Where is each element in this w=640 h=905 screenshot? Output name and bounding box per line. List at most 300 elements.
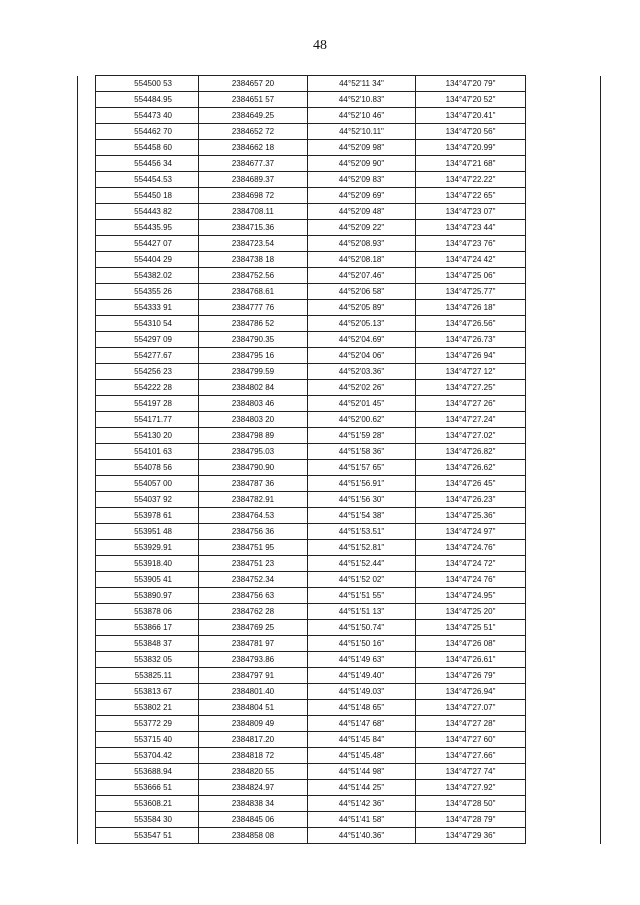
row-left-margin-cell — [78, 492, 96, 508]
x-coordinate-cell: 554462 70 — [96, 124, 199, 140]
longitude-cell: 134°47'25 51" — [416, 620, 526, 636]
x-coordinate-cell: 553547 51 — [96, 828, 199, 844]
x-coordinate-cell: 553813 67 — [96, 684, 199, 700]
table-row — [78, 748, 601, 764]
page-number: 48 — [313, 38, 327, 53]
row-right-margin-cell — [526, 108, 601, 124]
x-coordinate-cell: 554473 40 — [96, 108, 199, 124]
table-row — [78, 76, 601, 92]
row-left-margin-cell — [78, 76, 96, 92]
x-coordinate-cell: 554101 63 — [96, 444, 199, 460]
x-coordinate-cell: 554171.77 — [96, 412, 199, 428]
y-coordinate-cell: 2384752.56 — [199, 268, 308, 284]
table-row — [78, 444, 601, 460]
longitude-cell: 134°47'26.56" — [416, 316, 526, 332]
table-row — [78, 300, 601, 316]
y-coordinate-cell: 2384781 97 — [199, 636, 308, 652]
y-coordinate-cell: 2384764.53 — [199, 508, 308, 524]
latitude-cell: 44°51'45.48" — [308, 748, 416, 764]
latitude-cell: 44°51'56 30" — [308, 492, 416, 508]
x-coordinate-cell: 553704.42 — [96, 748, 199, 764]
x-coordinate-cell: 554484.95 — [96, 92, 199, 108]
coordinates-table — [77, 75, 601, 844]
coordinates-table-body — [78, 76, 601, 844]
row-right-margin-cell — [526, 316, 601, 332]
latitude-cell: 44°52'10 46" — [308, 108, 416, 124]
y-coordinate-cell: 2384768.61 — [199, 284, 308, 300]
latitude-cell: 44°51'57 65" — [308, 460, 416, 476]
y-coordinate-cell: 2384793.86 — [199, 652, 308, 668]
row-left-margin-cell — [78, 156, 96, 172]
latitude-cell: 44°52'11 34" — [308, 76, 416, 92]
longitude-cell: 134°47'27 26" — [416, 396, 526, 412]
x-coordinate-cell: 553772 29 — [96, 716, 199, 732]
x-coordinate-cell: 553866 17 — [96, 620, 199, 636]
y-coordinate-cell: 2384756 63 — [199, 588, 308, 604]
table-row — [78, 812, 601, 828]
row-right-margin-cell — [526, 492, 601, 508]
longitude-cell: 134°47'27.66" — [416, 748, 526, 764]
longitude-cell: 134°47'27.25" — [416, 380, 526, 396]
table-row — [78, 268, 601, 284]
row-right-margin-cell — [526, 540, 601, 556]
latitude-cell: 44°52'03.36" — [308, 364, 416, 380]
row-left-margin-cell — [78, 668, 96, 684]
latitude-cell: 44°51'51 55" — [308, 588, 416, 604]
longitude-cell: 134°47'26.94" — [416, 684, 526, 700]
longitude-cell: 134°47'25.77" — [416, 284, 526, 300]
row-left-margin-cell — [78, 524, 96, 540]
y-coordinate-cell: 2384802 84 — [199, 380, 308, 396]
x-coordinate-cell: 554333 91 — [96, 300, 199, 316]
longitude-cell: 134°47'27 60" — [416, 732, 526, 748]
x-coordinate-cell: 554355 26 — [96, 284, 199, 300]
longitude-cell: 134°47'24.95" — [416, 588, 526, 604]
row-left-margin-cell — [78, 828, 96, 844]
latitude-cell: 44°51'40.36" — [308, 828, 416, 844]
table-row — [78, 316, 601, 332]
x-coordinate-cell: 553848 37 — [96, 636, 199, 652]
table-row — [78, 668, 601, 684]
row-left-margin-cell — [78, 540, 96, 556]
table-row — [78, 780, 601, 796]
row-left-margin-cell — [78, 108, 96, 124]
row-right-margin-cell — [526, 220, 601, 236]
table-row — [78, 588, 601, 604]
y-coordinate-cell: 2384708.11 — [199, 204, 308, 220]
y-coordinate-cell: 2384769 25 — [199, 620, 308, 636]
y-coordinate-cell: 2384818 72 — [199, 748, 308, 764]
y-coordinate-cell: 2384752.34 — [199, 572, 308, 588]
y-coordinate-cell: 2384790.90 — [199, 460, 308, 476]
row-right-margin-cell — [526, 620, 601, 636]
x-coordinate-cell: 553802 21 — [96, 700, 199, 716]
x-coordinate-cell: 554197 28 — [96, 396, 199, 412]
row-left-margin-cell — [78, 300, 96, 316]
row-right-margin-cell — [526, 780, 601, 796]
y-coordinate-cell: 2384698 72 — [199, 188, 308, 204]
x-coordinate-cell: 554435.95 — [96, 220, 199, 236]
row-left-margin-cell — [78, 684, 96, 700]
latitude-cell: 44°51'58 36" — [308, 444, 416, 460]
latitude-cell: 44°52'08.18" — [308, 252, 416, 268]
x-coordinate-cell: 554500 53 — [96, 76, 199, 92]
y-coordinate-cell: 2384651 57 — [199, 92, 308, 108]
longitude-cell: 134°47'27.92" — [416, 780, 526, 796]
y-coordinate-cell: 2384799.59 — [199, 364, 308, 380]
latitude-cell: 44°51'48 65" — [308, 700, 416, 716]
longitude-cell: 134°47'24 72" — [416, 556, 526, 572]
latitude-cell: 44°52'07.46" — [308, 268, 416, 284]
x-coordinate-cell: 553584 30 — [96, 812, 199, 828]
row-right-margin-cell — [526, 460, 601, 476]
x-coordinate-cell: 554456 34 — [96, 156, 199, 172]
table-row — [78, 604, 601, 620]
table-row — [78, 252, 601, 268]
latitude-cell: 44°51'49.03" — [308, 684, 416, 700]
longitude-cell: 134°47'24 76" — [416, 572, 526, 588]
y-coordinate-cell: 2384715.36 — [199, 220, 308, 236]
x-coordinate-cell: 554277.67 — [96, 348, 199, 364]
row-left-margin-cell — [78, 284, 96, 300]
y-coordinate-cell: 2384798 89 — [199, 428, 308, 444]
longitude-cell: 134°47'27.02" — [416, 428, 526, 444]
y-coordinate-cell: 2384790.35 — [199, 332, 308, 348]
table-row — [78, 796, 601, 812]
x-coordinate-cell: 553608.21 — [96, 796, 199, 812]
row-right-margin-cell — [526, 604, 601, 620]
longitude-cell: 134°47'20.99" — [416, 140, 526, 156]
row-right-margin-cell — [526, 332, 601, 348]
row-right-margin-cell — [526, 268, 601, 284]
table-row — [78, 732, 601, 748]
table-row — [78, 716, 601, 732]
row-left-margin-cell — [78, 204, 96, 220]
table-row — [78, 204, 601, 220]
table-row — [78, 508, 601, 524]
longitude-cell: 134°47'24.76" — [416, 540, 526, 556]
longitude-cell: 134°47'26.73" — [416, 332, 526, 348]
row-right-margin-cell — [526, 444, 601, 460]
longitude-cell: 134°47'24 42" — [416, 252, 526, 268]
latitude-cell: 44°51'54 38" — [308, 508, 416, 524]
row-left-margin-cell — [78, 268, 96, 284]
table-row — [78, 428, 601, 444]
row-left-margin-cell — [78, 252, 96, 268]
x-coordinate-cell: 553832 05 — [96, 652, 199, 668]
table-row — [78, 124, 601, 140]
x-coordinate-cell: 554443 82 — [96, 204, 199, 220]
row-left-margin-cell — [78, 316, 96, 332]
row-left-margin-cell — [78, 476, 96, 492]
y-coordinate-cell: 2384751 95 — [199, 540, 308, 556]
latitude-cell: 44°51'50.74" — [308, 620, 416, 636]
latitude-cell: 44°52'04 06" — [308, 348, 416, 364]
y-coordinate-cell: 2384803 46 — [199, 396, 308, 412]
latitude-cell: 44°52'09 22" — [308, 220, 416, 236]
row-right-margin-cell — [526, 380, 601, 396]
row-left-margin-cell — [78, 140, 96, 156]
x-coordinate-cell: 553890.97 — [96, 588, 199, 604]
latitude-cell: 44°52'10.83" — [308, 92, 416, 108]
latitude-cell: 44°51'53.51" — [308, 524, 416, 540]
row-left-margin-cell — [78, 348, 96, 364]
x-coordinate-cell: 554057 00 — [96, 476, 199, 492]
row-right-margin-cell — [526, 652, 601, 668]
row-left-margin-cell — [78, 780, 96, 796]
row-left-margin-cell — [78, 652, 96, 668]
row-right-margin-cell — [526, 572, 601, 588]
y-coordinate-cell: 2384803 20 — [199, 412, 308, 428]
longitude-cell: 134°47'22.22" — [416, 172, 526, 188]
x-coordinate-cell: 554078 56 — [96, 460, 199, 476]
row-left-margin-cell — [78, 412, 96, 428]
latitude-cell: 44°52'05.13" — [308, 316, 416, 332]
row-left-margin-cell — [78, 636, 96, 652]
table-row — [78, 700, 601, 716]
y-coordinate-cell: 2384804 51 — [199, 700, 308, 716]
longitude-cell: 134°47'23 76" — [416, 236, 526, 252]
longitude-cell: 134°47'27.07" — [416, 700, 526, 716]
y-coordinate-cell: 2384756 36 — [199, 524, 308, 540]
y-coordinate-cell: 2384649.25 — [199, 108, 308, 124]
row-left-margin-cell — [78, 332, 96, 348]
row-right-margin-cell — [526, 124, 601, 140]
row-right-margin-cell — [526, 748, 601, 764]
longitude-cell: 134°47'24 97" — [416, 524, 526, 540]
row-left-margin-cell — [78, 508, 96, 524]
x-coordinate-cell: 553666 51 — [96, 780, 199, 796]
y-coordinate-cell: 2384738 18 — [199, 252, 308, 268]
latitude-cell: 44°51'49 63" — [308, 652, 416, 668]
longitude-cell: 134°47'25 06" — [416, 268, 526, 284]
y-coordinate-cell: 2384689.37 — [199, 172, 308, 188]
longitude-cell: 134°47'20.41" — [416, 108, 526, 124]
y-coordinate-cell: 2384824.97 — [199, 780, 308, 796]
latitude-cell: 44°52'08.93" — [308, 236, 416, 252]
longitude-cell: 134°47'21 68" — [416, 156, 526, 172]
table-row — [78, 620, 601, 636]
row-right-margin-cell — [526, 668, 601, 684]
x-coordinate-cell: 553688.94 — [96, 764, 199, 780]
y-coordinate-cell: 2384787 36 — [199, 476, 308, 492]
y-coordinate-cell: 2384817.20 — [199, 732, 308, 748]
y-coordinate-cell: 2384795 16 — [199, 348, 308, 364]
row-left-margin-cell — [78, 172, 96, 188]
row-right-margin-cell — [526, 732, 601, 748]
row-right-margin-cell — [526, 172, 601, 188]
longitude-cell: 134°47'27 12" — [416, 364, 526, 380]
longitude-cell: 134°47'26.82" — [416, 444, 526, 460]
table-row — [78, 140, 601, 156]
table-row — [78, 156, 601, 172]
latitude-cell: 44°51'52.44" — [308, 556, 416, 572]
longitude-cell: 134°47'23 07" — [416, 204, 526, 220]
table-row — [78, 284, 601, 300]
longitude-cell: 134°47'26 08" — [416, 636, 526, 652]
row-right-margin-cell — [526, 828, 601, 844]
longitude-cell: 134°47'25.36" — [416, 508, 526, 524]
table-row — [78, 412, 601, 428]
y-coordinate-cell: 2384838 34 — [199, 796, 308, 812]
longitude-cell: 134°47'23 44" — [416, 220, 526, 236]
row-right-margin-cell — [526, 524, 601, 540]
longitude-cell: 134°47'28 50" — [416, 796, 526, 812]
row-right-margin-cell — [526, 204, 601, 220]
row-left-margin-cell — [78, 812, 96, 828]
row-right-margin-cell — [526, 556, 601, 572]
row-right-margin-cell — [526, 156, 601, 172]
row-right-margin-cell — [526, 348, 601, 364]
latitude-cell: 44°51'45 84" — [308, 732, 416, 748]
y-coordinate-cell: 2384723.54 — [199, 236, 308, 252]
x-coordinate-cell: 554130 20 — [96, 428, 199, 444]
table-row — [78, 492, 601, 508]
x-coordinate-cell: 554458 60 — [96, 140, 199, 156]
longitude-cell: 134°47'28 79" — [416, 812, 526, 828]
row-left-margin-cell — [78, 236, 96, 252]
latitude-cell: 44°51'42 36" — [308, 796, 416, 812]
row-left-margin-cell — [78, 460, 96, 476]
row-right-margin-cell — [526, 396, 601, 412]
row-left-margin-cell — [78, 428, 96, 444]
row-right-margin-cell — [526, 252, 601, 268]
table-row — [78, 524, 601, 540]
table-row — [78, 236, 601, 252]
y-coordinate-cell: 2384801.40 — [199, 684, 308, 700]
row-left-margin-cell — [78, 572, 96, 588]
longitude-cell: 134°47'26.61" — [416, 652, 526, 668]
row-right-margin-cell — [526, 364, 601, 380]
row-right-margin-cell — [526, 812, 601, 828]
row-right-margin-cell — [526, 412, 601, 428]
longitude-cell: 134°47'20 79" — [416, 76, 526, 92]
row-right-margin-cell — [526, 476, 601, 492]
longitude-cell: 134°47'27 74" — [416, 764, 526, 780]
row-left-margin-cell — [78, 796, 96, 812]
row-right-margin-cell — [526, 796, 601, 812]
x-coordinate-cell: 554037 92 — [96, 492, 199, 508]
row-right-margin-cell — [526, 428, 601, 444]
row-left-margin-cell — [78, 732, 96, 748]
y-coordinate-cell: 2384751 23 — [199, 556, 308, 572]
x-coordinate-cell: 553918.40 — [96, 556, 199, 572]
latitude-cell: 44°52'02 26" — [308, 380, 416, 396]
x-coordinate-cell: 554310 54 — [96, 316, 199, 332]
latitude-cell: 44°52'09 90" — [308, 156, 416, 172]
row-right-margin-cell — [526, 140, 601, 156]
latitude-cell: 44°52'00.62" — [308, 412, 416, 428]
row-right-margin-cell — [526, 76, 601, 92]
x-coordinate-cell: 554256 23 — [96, 364, 199, 380]
row-left-margin-cell — [78, 764, 96, 780]
table-row — [78, 172, 601, 188]
row-left-margin-cell — [78, 716, 96, 732]
latitude-cell: 44°51'49.40" — [308, 668, 416, 684]
x-coordinate-cell: 554450 18 — [96, 188, 199, 204]
longitude-cell: 134°47'26.62" — [416, 460, 526, 476]
x-coordinate-cell: 554222 28 — [96, 380, 199, 396]
table-row — [78, 380, 601, 396]
latitude-cell: 44°51'51 13" — [308, 604, 416, 620]
row-right-margin-cell — [526, 684, 601, 700]
row-left-margin-cell — [78, 588, 96, 604]
longitude-cell: 134°47'22 65" — [416, 188, 526, 204]
y-coordinate-cell: 2384652 72 — [199, 124, 308, 140]
x-coordinate-cell: 553878 06 — [96, 604, 199, 620]
x-coordinate-cell: 553978 61 — [96, 508, 199, 524]
latitude-cell: 44°51'52.81" — [308, 540, 416, 556]
y-coordinate-cell: 2384795.03 — [199, 444, 308, 460]
latitude-cell: 44°52'04.69" — [308, 332, 416, 348]
y-coordinate-cell: 2384657 20 — [199, 76, 308, 92]
latitude-cell: 44°52'06 58" — [308, 284, 416, 300]
longitude-cell: 134°47'26 94" — [416, 348, 526, 364]
y-coordinate-cell: 2384782.91 — [199, 492, 308, 508]
x-coordinate-cell: 554404 29 — [96, 252, 199, 268]
row-right-margin-cell — [526, 764, 601, 780]
y-coordinate-cell: 2384820 55 — [199, 764, 308, 780]
row-left-margin-cell — [78, 92, 96, 108]
longitude-cell: 134°47'27 28" — [416, 716, 526, 732]
y-coordinate-cell: 2384777 76 — [199, 300, 308, 316]
row-left-margin-cell — [78, 748, 96, 764]
longitude-cell: 134°47'26 18" — [416, 300, 526, 316]
row-right-margin-cell — [526, 284, 601, 300]
table-row — [78, 572, 601, 588]
table-row — [78, 348, 601, 364]
latitude-cell: 44°51'56.91" — [308, 476, 416, 492]
table-row — [78, 828, 601, 844]
row-right-margin-cell — [526, 300, 601, 316]
x-coordinate-cell: 554454.53 — [96, 172, 199, 188]
longitude-cell: 134°47'20 52" — [416, 92, 526, 108]
table-row — [78, 220, 601, 236]
longitude-cell: 134°47'20 56" — [416, 124, 526, 140]
table-row — [78, 556, 601, 572]
latitude-cell: 44°51'41 58" — [308, 812, 416, 828]
y-coordinate-cell: 2384845 06 — [199, 812, 308, 828]
row-left-margin-cell — [78, 396, 96, 412]
x-coordinate-cell: 553715 40 — [96, 732, 199, 748]
x-coordinate-cell: 553905 41 — [96, 572, 199, 588]
row-right-margin-cell — [526, 188, 601, 204]
row-right-margin-cell — [526, 236, 601, 252]
row-right-margin-cell — [526, 508, 601, 524]
y-coordinate-cell: 2384797 91 — [199, 668, 308, 684]
row-left-margin-cell — [78, 220, 96, 236]
row-left-margin-cell — [78, 124, 96, 140]
latitude-cell: 44°52'10.11" — [308, 124, 416, 140]
latitude-cell: 44°51'44 98" — [308, 764, 416, 780]
table-row — [78, 764, 601, 780]
y-coordinate-cell: 2384786 52 — [199, 316, 308, 332]
table-row — [78, 332, 601, 348]
row-left-margin-cell — [78, 380, 96, 396]
latitude-cell: 44°51'50 16" — [308, 636, 416, 652]
longitude-cell: 134°47'25 20" — [416, 604, 526, 620]
table-row — [78, 396, 601, 412]
row-right-margin-cell — [526, 588, 601, 604]
latitude-cell: 44°51'47 68" — [308, 716, 416, 732]
table-row — [78, 652, 601, 668]
row-left-margin-cell — [78, 604, 96, 620]
row-left-margin-cell — [78, 364, 96, 380]
longitude-cell: 134°47'26 45" — [416, 476, 526, 492]
row-right-margin-cell — [526, 92, 601, 108]
y-coordinate-cell: 2384677.37 — [199, 156, 308, 172]
table-row — [78, 92, 601, 108]
